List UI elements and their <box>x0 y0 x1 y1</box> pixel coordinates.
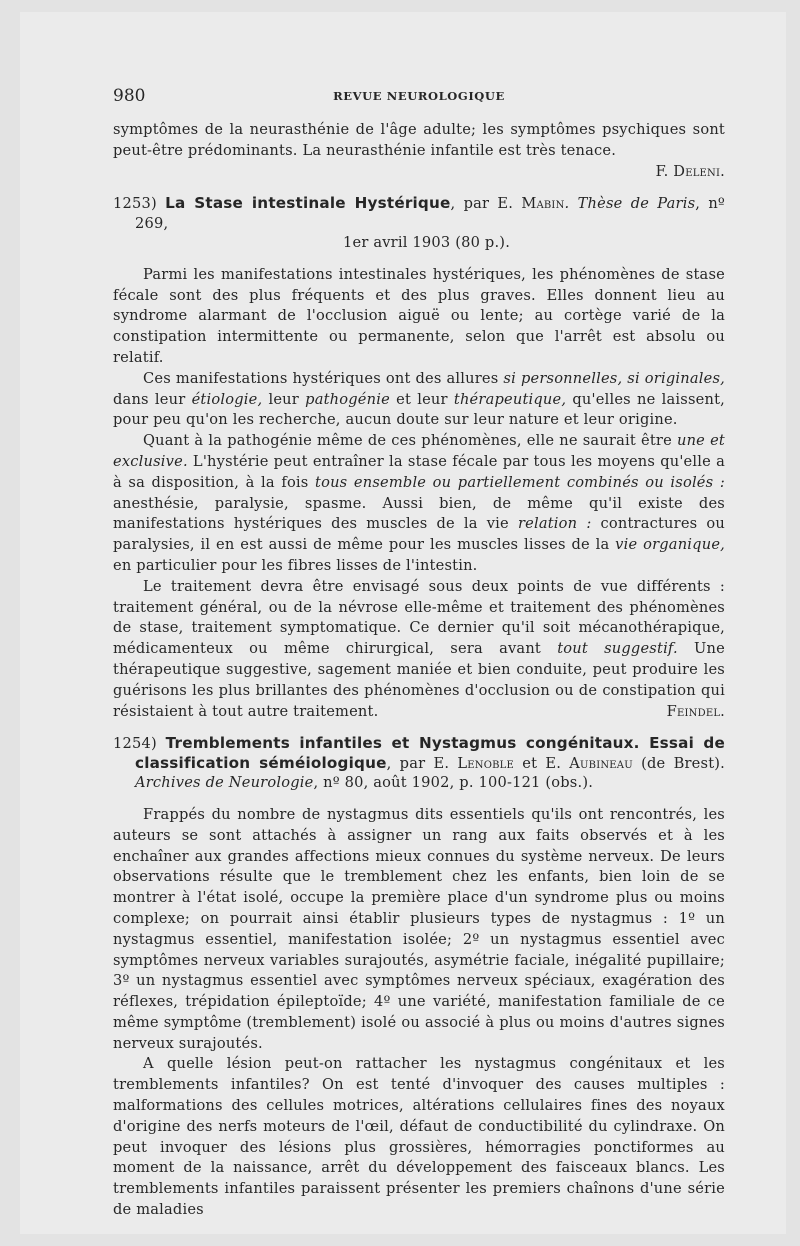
entry-1253-paragraph-3 <box>113 431 725 577</box>
entry-1253-signature: Feindel. <box>666 702 725 720</box>
entry-1253-paragraph-1: Parmi les manifestations intestinales hystériques, les phénomènes de stase fécale sont des plus fréquents et des plus graves. Elles donnent lieu au syndrome alarmant de l'occlusion aiguë ou lente; au cortège varié de la constipation intermittente ou permanente, selon que l'arrêt est absolu ou relatif. <box>113 265 725 367</box>
entry-1254-paragraph-2: A quelle lésion peut-on rattacher les nystagmus congénitaux et les tremblements infantiles? On est tenté d'invoquer des causes multiples : malformations des cellules motrices, altérations cellulaires fines des noyaux d'origine des nerfs moteurs de l'œil, défaut de conductibilité du cylindraxe. On peut invoquer des lésions plus grossières, hémorragies ponctiformes au moment de la naissance, arrêt du développement des faisceaux blancs. Les tremblements infantiles paraissent présenter les premiers chaînons d'une série de maladies <box>113 1055 725 1219</box>
text-run: qu'elles ne laissent, pour peu qu'on les recherche, aucun doute sur leur nature et leur origine. <box>113 390 725 429</box>
entry-1253-paragraph-2 <box>113 369 725 431</box>
entry-by: , par E. <box>386 754 458 772</box>
italic-run: pathogénie <box>305 390 390 408</box>
italic-run: vie organique, <box>615 536 725 554</box>
entry-place: (de Brest). <box>632 754 725 772</box>
italic-run: thérapeutique, <box>453 390 567 408</box>
running-title: REVUE NEUROLOGIQUE <box>333 89 505 103</box>
text-run: anesthésie, paralysie, spasme. Aussi bien, de même qu'il existe des manifestations hystériques des muscles de la vie <box>113 494 725 533</box>
entry-by: , par E. <box>450 195 522 213</box>
page-body <box>113 120 725 1221</box>
italic-run: relation : <box>517 515 592 533</box>
entry-details: , nº 269, <box>135 195 725 232</box>
italic-run: tous ensemble ou partiellement combinés ou isolés : <box>315 473 725 491</box>
text-run: Ces manifestations hystériques ont des allures <box>143 369 504 387</box>
entry-title: La Stase intestinale Hystérique <box>165 194 451 213</box>
entry-and: et E. <box>514 754 570 772</box>
page-header <box>113 84 725 108</box>
entry-1253-paragraph-4 <box>113 577 725 723</box>
text-run: dans leur <box>113 390 192 408</box>
entry-author-1: Lenoble <box>457 754 515 772</box>
entry-title: Tremblements infantiles et Nystagmus congénitaux. Essai de classification séméiologique <box>135 734 725 772</box>
italic-run: étiologie, <box>191 390 263 408</box>
entry-author: Mabin <box>521 195 565 213</box>
text-run: en particulier pour les fibres lisses de l'intestin. <box>113 557 478 575</box>
entry-source: Archives de Neurologie <box>135 774 314 792</box>
text-run: Une thérapeutique suggestive, sagement maniée et bien conduite, peut produire les guérisons les plus brillantes des phénomènes d'occlusion ou de constipation qui résistaient à tout autre traitement. <box>113 640 725 720</box>
text-run: Le traitement devra être envisagé sous deux points de vue différents : traitement général, ou de la névrose elle-même et traitement des phénomènes de stase, traitement symptomatique. Ce dernier qu'il soit mécanothérapique, médicamenteux ou même chirurgical, sera avant <box>113 577 725 658</box>
entry-number: 1254) <box>113 735 157 753</box>
intro-paragraph: symptômes de la neurasthénie de l'âge adulte; les symptômes psychiques sont peut-être prédominants. La neurasthénie infantile est très tenace. <box>113 121 725 159</box>
entry-details: , nº 80, août 1902, p. 100-121 (obs.). <box>313 774 594 792</box>
entry-number: 1253) <box>113 195 157 213</box>
intro-signature: F. Deleni. <box>655 162 725 180</box>
entry-1253-heading <box>113 194 725 253</box>
text-run: et leur <box>389 390 454 408</box>
spacer <box>113 253 725 265</box>
italic-run: tout suggestif. <box>557 640 678 658</box>
page-number: 980 <box>113 86 146 106</box>
text-run: Quant à la pathogénie même de ces phénomènes, elle ne saurait être <box>143 432 677 450</box>
text-run: L'hystérie peut entraîner la stase fécale par tous les moyens qu'elle a à sa disposition, à la fois <box>113 453 725 491</box>
text-run: leur <box>262 390 306 408</box>
entry-date: 1er avril 1903 (80 p.). <box>343 234 511 252</box>
spacer <box>113 793 725 805</box>
entry-1254-heading <box>113 734 725 793</box>
entry-source: . Thèse de Paris <box>564 195 696 213</box>
text-run: contractures ou paralysies, il en est aussi de même pour les muscles lisses de la <box>113 515 725 554</box>
entry-author-2: Aubineau <box>569 754 633 772</box>
italic-run: si personnelles, si originales, <box>503 369 725 387</box>
italic-run: une et exclusive. <box>113 432 725 471</box>
entry-1254-paragraph-1: Frappés du nombre de nystagmus dits essentiels qu'ils ont rencontrés, les auteurs se sont attachés à assigner un rang aux faits observés et à les enchaîner aux grandes affections mieux connues du système nerveux. De leurs observations résulte que le tremblement chez les enfants, bien loin de se montrer à l'état isolé, occupe la première place d'un syndrome plus ou moins complexe; on pourrait ainsi établir plusieurs types de nystagmus : 1º un nystagmus essentiel, manifestation isolée; 2º un nystagmus essentiel avec symptômes nerveux variables surajoutés, asymétrie faciale, inégalité pupillaire; 3º un nystagmus essentiel avec symptômes nerveux spéciaux, exagération des réflexes, trépidation épileptoïde; 4º une variété, manifestation familiale de ce même symptôme (tremblement) isolé ou associé à plus ou moins d'autres signes nerveux surajoutés. <box>113 805 725 1052</box>
